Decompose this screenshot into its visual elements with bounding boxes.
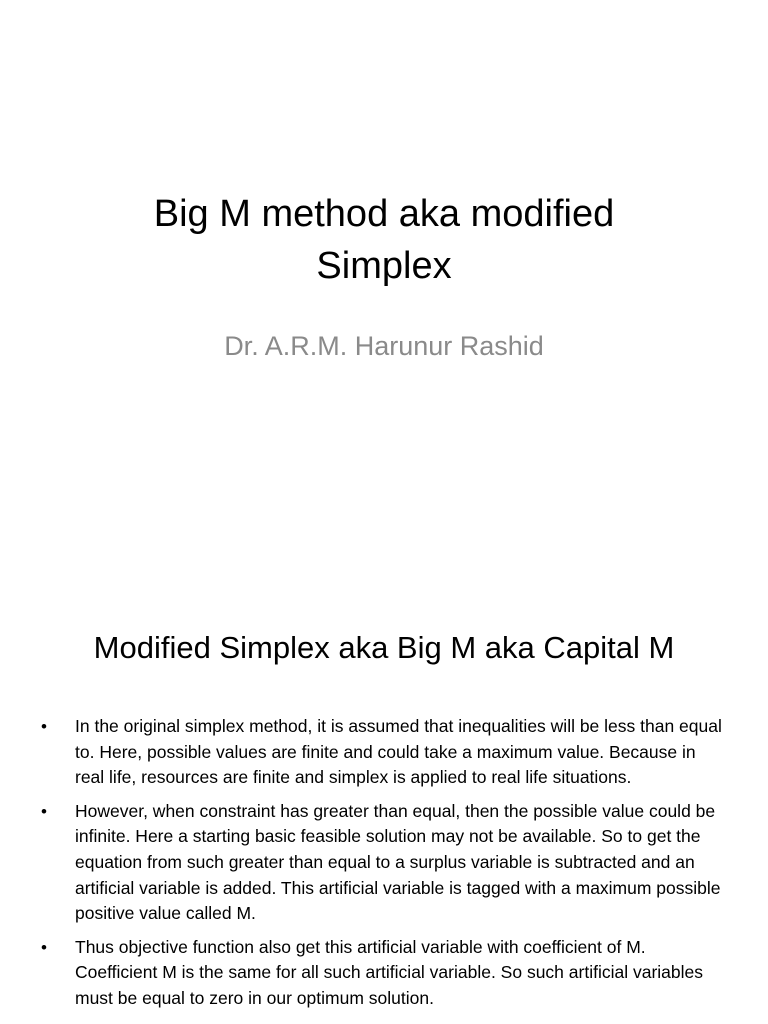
bullet-text: However, when constraint has greater than equal, then the possible value could be infinite. Here a starting basic feasible solution may not be available. So to get the equation from such greater than equal to a surplus variable is subtracted and an artificial variable is added. This artificial variable is tagged with a maximum possible positive value called M.: [75, 800, 721, 924]
slide-title: [60, 188, 708, 292]
slide-title-line-1: Big M method aka modified: [153, 193, 615, 235]
content-slide: [0, 576, 768, 1024]
slide-title-line-2: Simplex: [316, 245, 452, 287]
bullet-list: [38, 714, 728, 1020]
bullet-dot-icon: •: [41, 801, 47, 821]
bullet-text: In the original simplex method, it is assumed that inequalities will be less than equal to. Here, possible values are finite and could take a maximum value. Because in real life, resources are finite and simplex is applied to real life situations.: [75, 716, 722, 788]
bullet-dot-icon: •: [41, 717, 47, 736]
content-slide-title: Modified Simplex aka Big M aka Capital M: [93, 630, 675, 665]
author-subtitle: Dr. A.R.M. Harunur Rashid: [224, 331, 544, 361]
bullet-dot-icon: •: [41, 937, 47, 957]
bullet-item: [38, 935, 728, 1012]
bullet-item: [38, 799, 728, 927]
bullet-item: [38, 714, 728, 791]
bullet-text: Thus objective function also get this artificial variable with coefficient of M. Coefficient M is the same for all such artificial variable. So such artificial variables must be equal to zero in our optimum solution.: [75, 936, 703, 1008]
